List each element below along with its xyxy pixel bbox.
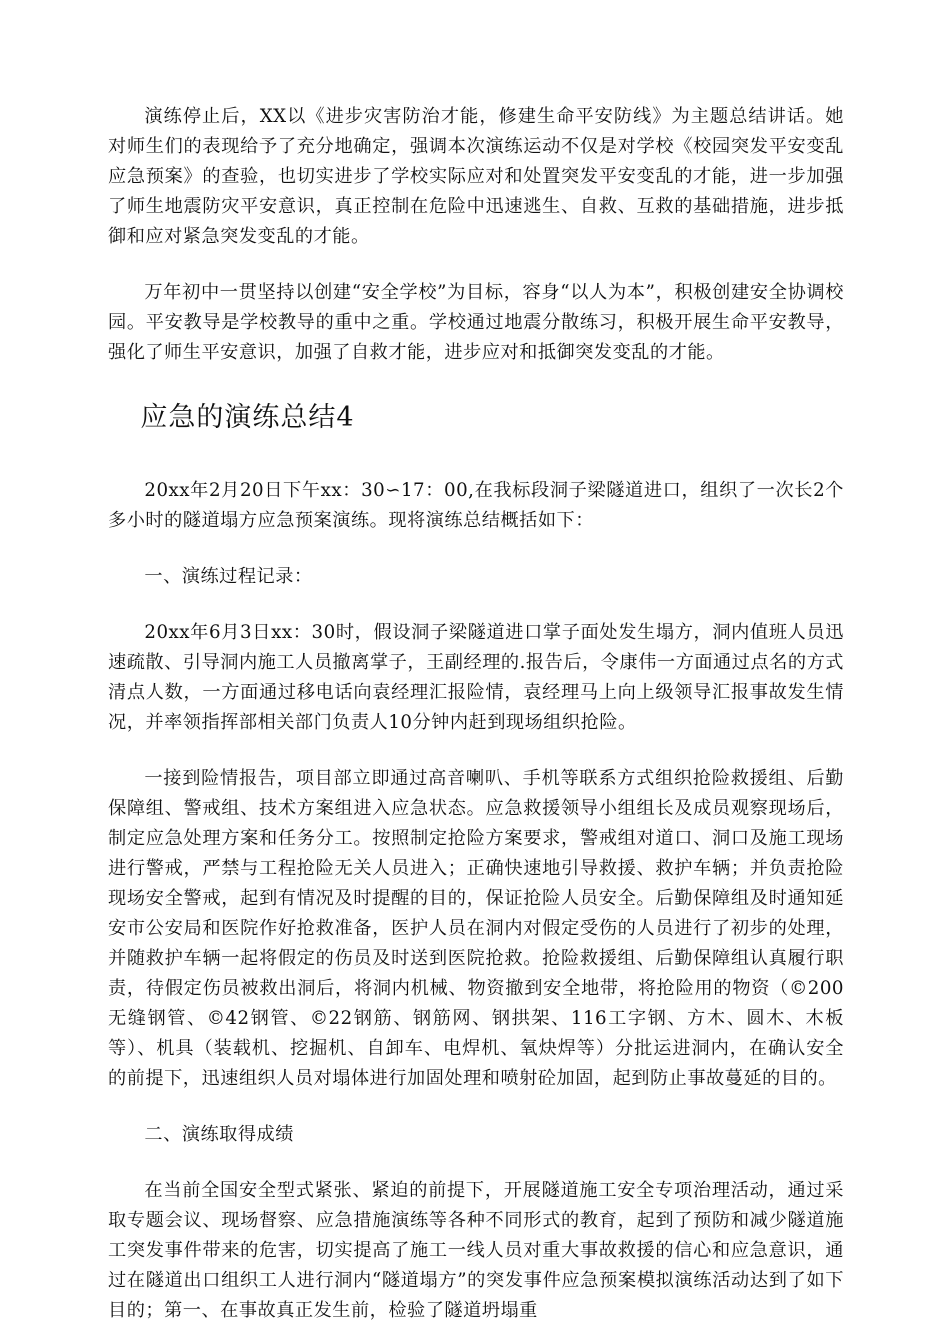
paragraph-emergency-response: 一接到险情报告，项目部立即通过高音喇叭、手机等联系方式组织抢险救援组、后勤保障组、警戒组、技术方案组进入应急状态。应急救援领导小组组长及成员观察现场后，制定应急处理方案和任务分工。按照制定抢险方案要求，警戒组对道口、洞口及施工现场进行警戒，严禁与工程抢险无关人员进入；正确快速地引导救援、救护车辆；并负责抢险现场安全警戒，起到有情况及时提醒的目的，保证抢险人员安全。后勤保障组及时通知延安市公安局和医院作好抢救准备，医护人员在洞内对假定受伤的人员进行了初步的处理，并随救护车辆一起将假定的伤员及时送到医院抢救。抢险救援组、后勤保障组认真履行职责，待假定伤员被救出洞后，将洞内机械、物资撤到安全地带，将抢险用的物资（©200无缝钢管、©42钢管、©22钢筋、钢筋网、钢拱架、116工字钢、方木、圆木、木板等）、机具（装载机、挖掘机、自卸车、电焊机、氧炔焊等）分批运进洞内，在确认安全的前提下，迅速组织人员对塌体进行加固处理和喷射砼加固，起到防止事故蔓延的目的。 <box>108 768 844 1089</box>
paragraph-collapse-scenario: 20xx年6月3日xx：30时，假设洞子梁隧道进口掌子面处发生塌方，洞内值班人员迅速疏散、引导洞内施工人员撤离掌子，王副经理的.报告后，令康伟一方面通过点名的方式清点人数，一方面通过移电话向袁经理汇报险情，袁经理马上向上级领导汇报事故发生情况，并率领指挥部相关部门负责人10分钟内赶到现场组织抢险。 <box>108 622 844 733</box>
section-heading: 应急的演练总结4 <box>140 402 355 433</box>
paragraph-drill-summary-speech: 演练停止后，XX以《进步灾害防治才能，修建生命平安防线》为主题总结讲话。她对师生们的表现给予了充分地确定，强调本次演练运动不仅是对学校《校园突发平安变乱应急预案》的查验，也切实进步了学校实际应对和处置突发平安变乱的才能，进一步加强了师生地震防灾平安意识，真正控制在危险中迅速逃生、自救、互救的基础措施，进步抵御和应对紧急突发变乱的才能。 <box>108 106 844 247</box>
subheading-drill-process: 一、演练过程记录： <box>144 566 313 587</box>
paragraph-drill-achievements: 在当前全国安全型式紧张、紧迫的前提下，开展隧道施工安全专项治理活动，通过采取专题会议、现场督察、应急措施演练等各种不同形式的教育，起到了预防和减少隧道施工突发事件带来的危害，切实提高了施工一线人员对重大事故救援的信心和应急意识，通过在隧道出口组织工人进行洞内“隧道塌方”的突发事件应急预案模拟演练活动达到了如下目的；第一、在事故真正发生前，检验了隧道坍塌重 <box>108 1180 844 1321</box>
subheading-drill-results: 二、演练取得成绩 <box>144 1124 294 1145</box>
paragraph-safe-school: 万年初中一贯坚持以创建“安全学校”为目标，容身“以人为本”，积极创建安全协调校园。平安教导是学校教导的重中之重。学校通过地震分散练习，积极开展生命平安教导，强化了师生平安意识，加强了自救才能，进步应对和抵御突发变乱的才能。 <box>108 282 844 363</box>
paragraph-tunnel-drill-intro: 20xx年2月20日下午xx：30∽17：00,在我标段洞子梁隧道进口，组织了一次长2个多小时的隧道塌方应急预案演练。现将演练总结概括如下： <box>108 480 844 531</box>
document-page <box>108 102 844 1326</box>
